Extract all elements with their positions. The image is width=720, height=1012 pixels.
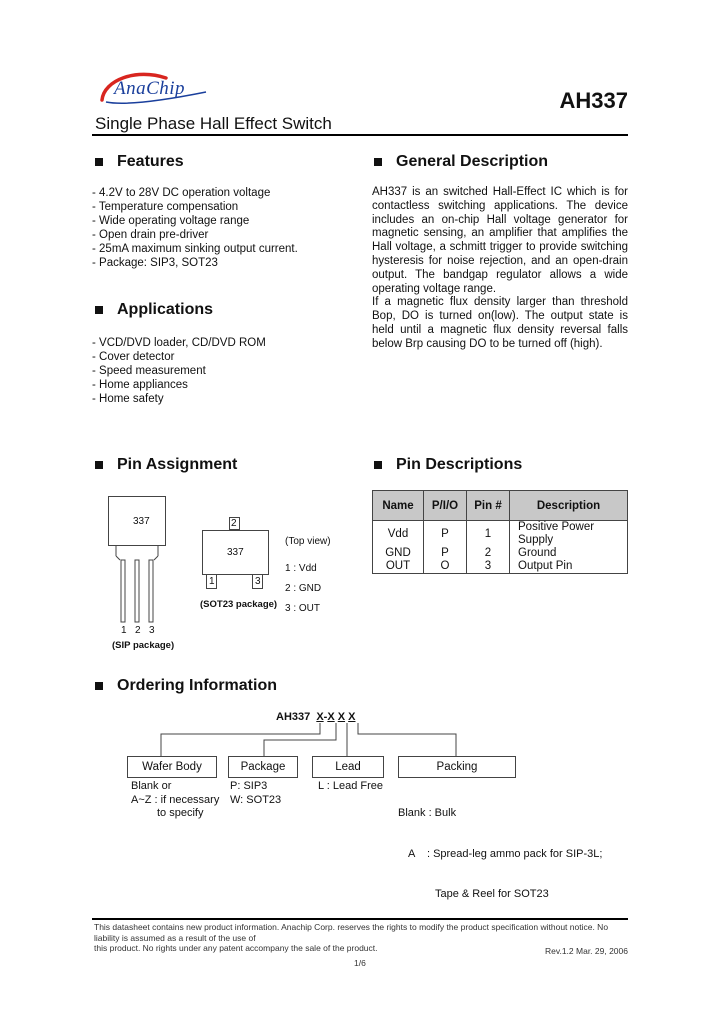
column-header: Description (510, 491, 628, 521)
list-item: - 25mA maximum sinking output current. (92, 243, 298, 255)
list-item: - Wide operating voltage range (92, 215, 250, 227)
sot-pin-label: 3 (255, 576, 261, 587)
table-cell: Ground (510, 547, 628, 560)
sot23-package-label: (SOT23 package) (200, 599, 278, 610)
general-description-heading: General Description (374, 153, 548, 171)
column-header: P/I/O (424, 491, 467, 521)
features-heading: Features (95, 153, 184, 171)
ordering-code-segment: X (316, 711, 324, 723)
part-number: AH337 (559, 88, 628, 113)
footer-rule (92, 918, 628, 920)
table-row (373, 547, 628, 560)
ordering-code-segment: X (348, 711, 356, 723)
page-number: 1/6 (354, 958, 366, 968)
pin-descriptions-heading: Pin Descriptions (374, 456, 522, 474)
applications-heading: Applications (95, 301, 213, 319)
table-cell: Vdd (373, 521, 424, 548)
list-item: - Package: SIP3, SOT23 (92, 257, 218, 269)
description-paragraph: If a magnetic flux density larger than threshold Bop, DO is turned on(low). The output state is held until a magnetic flux density reversal falls below Brp causing DO to be turned off (high). (372, 296, 628, 350)
sot23-package-diagram (200, 516, 275, 601)
page-subtitle: Single Phase Hall Effect Switch (95, 114, 332, 133)
features-list (92, 186, 298, 270)
wafer-body-description: Blank or A~Z : if necessary to specify (131, 780, 220, 819)
bullet-square-icon (374, 158, 382, 166)
header-rule (92, 134, 628, 136)
sip-package-diagram (108, 496, 168, 646)
table-cell: P (424, 521, 467, 548)
package-description: P: SIP3 W: SOT23 (230, 780, 282, 806)
sot-pin-label: 1 (209, 576, 215, 587)
list-item: - Temperature compensation (92, 201, 239, 213)
sot-marking: 337 (227, 547, 244, 558)
list-item: - Home safety (92, 393, 164, 405)
sip-pin-label: 2 (135, 625, 141, 636)
ordering-code-segment: X (327, 711, 335, 723)
description-paragraph: AH337 is an switched Hall-Effect IC which is for contactless switching applications. The device includes an on-chip Hall voltage generator for magnetic sensing, an amplifier that amplifies the Hall voltage, a schmitt trigger to provide switching hysteresis for noise rejection, and an open-drain output. The bandgap regulator allows a wide operating voltage range. (372, 186, 628, 295)
pin-legend-item: 1 : Vdd (285, 563, 317, 574)
sip-pin-label: 1 (121, 625, 127, 636)
ordering-box-packing: Packing (398, 756, 516, 778)
bullet-square-icon (374, 461, 382, 469)
pin-legend-item: 3 : OUT (285, 603, 321, 614)
sip-pin-label: 3 (149, 625, 155, 636)
pin-legend-item: 2 : GND (285, 583, 322, 594)
bullet-square-icon (95, 306, 103, 314)
revision-label: Rev.1.2 Mar. 29, 2006 (544, 946, 628, 956)
table-cell: Output Pin (510, 560, 628, 574)
pin-assignment-heading: Pin Assignment (95, 456, 237, 474)
list-item: - Speed measurement (92, 365, 206, 377)
list-item: - Home appliances (92, 379, 188, 391)
table-cell: 1 (467, 521, 510, 548)
column-header: Pin # (467, 491, 510, 521)
bullet-square-icon (95, 158, 103, 166)
bullet-square-icon (95, 682, 103, 690)
sot-pin-label: 2 (231, 518, 237, 529)
ordering-code-prefix: AH337 (276, 711, 311, 723)
ordering-code-segment: X (337, 711, 346, 723)
general-description-text (372, 186, 628, 352)
sot23-package-shape (200, 516, 275, 601)
ordering-information-heading: Ordering Information (95, 677, 277, 695)
list-item: - 4.2V to 28V DC operation voltage (92, 187, 271, 199)
table-cell: OUT (373, 560, 424, 574)
ordering-box-lead: Lead (312, 756, 384, 778)
table-row (373, 560, 628, 574)
ordering-box-wafer-body: Wafer Body (127, 756, 217, 778)
column-header: Name (373, 491, 424, 521)
top-view-label: (Top view) (285, 536, 331, 547)
table-cell: P (424, 547, 467, 560)
list-item: - Cover detector (92, 351, 175, 363)
table-cell: 3 (467, 560, 510, 574)
table-header-row (373, 491, 628, 521)
pin-descriptions-table (372, 490, 628, 574)
bullet-square-icon (95, 461, 103, 469)
table-cell: Positive Power Supply (510, 521, 628, 548)
ordering-box-package: Package (228, 756, 298, 778)
ordering-connector-lines (120, 722, 480, 758)
ordering-code-dash: - (323, 711, 328, 723)
footer-disclaimer: This datasheet contains new product information. Anachip Corp. reserves the rights to modify the product specification without notice. No liability is assumed as a result of the use of this product. No rights under any patent accompany the sale of the product. (94, 922, 609, 953)
table-cell: O (424, 560, 467, 574)
table-row (373, 521, 628, 548)
list-item: - Open drain pre-driver (92, 229, 209, 241)
table-cell: 2 (467, 547, 510, 560)
table-cell: GND (373, 547, 424, 560)
list-item: - VCD/DVD loader, CD/DVD ROM (92, 337, 266, 349)
logo-text: AnaChip (114, 78, 186, 99)
lead-description: L : Lead Free (318, 780, 384, 792)
sip-marking: 337 (133, 516, 150, 527)
applications-list (92, 336, 266, 406)
company-logo (96, 70, 216, 110)
sip-package-label: (SIP package) (112, 640, 175, 651)
packing-description: Blank : Bulk A : Spread-leg ammo pack for SIP-3L; Tape & Reel for SOT23 (398, 807, 603, 900)
